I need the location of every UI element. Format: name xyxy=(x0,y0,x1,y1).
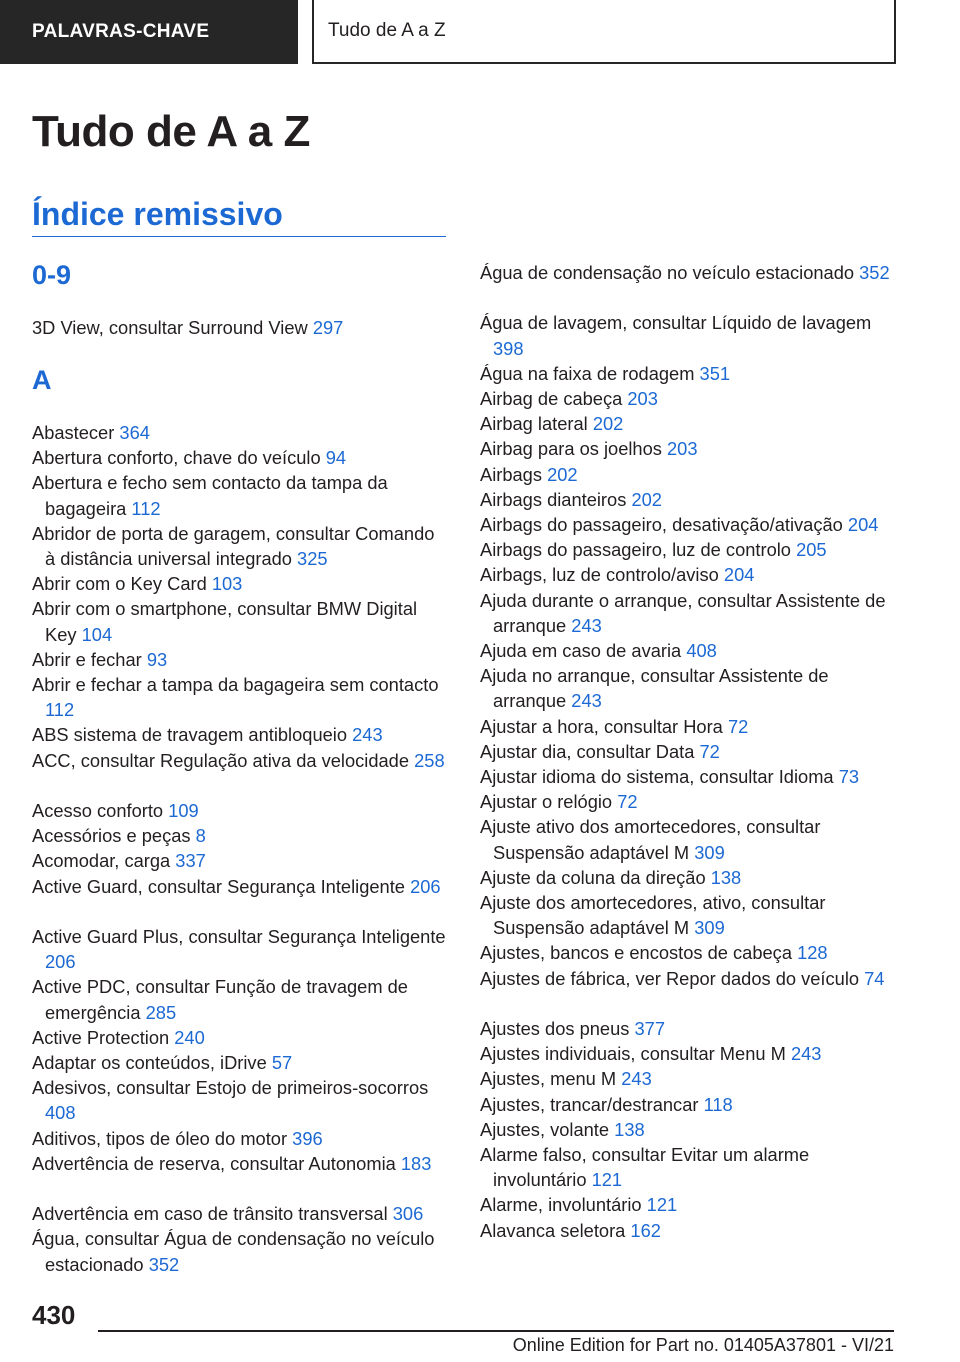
index-entry-text: Ajustes, bancos e encostos de cabeça xyxy=(480,942,792,964)
index-entry xyxy=(480,814,900,864)
index-entry xyxy=(480,386,900,411)
page-reference-link[interactable]: 206 xyxy=(45,951,76,973)
index-entry xyxy=(480,1192,900,1217)
page-reference-link[interactable]: 364 xyxy=(119,422,150,443)
index-entry xyxy=(480,1117,900,1142)
page-reference-link[interactable]: 121 xyxy=(646,1194,678,1216)
index-entry xyxy=(32,874,446,899)
index-entry xyxy=(32,521,446,571)
index-entry-text: Alarme falso, consultar Evitar um alarme involuntário xyxy=(480,1144,810,1191)
index-entry-text: Advertência de reserva, consultar Autonomia xyxy=(32,1152,396,1174)
page-reference-link[interactable]: 243 xyxy=(621,1068,652,1090)
index-entry xyxy=(480,562,900,587)
index-entry xyxy=(32,798,446,823)
index-entry xyxy=(32,1201,446,1226)
index-entry xyxy=(32,823,446,848)
index-entry xyxy=(480,1092,900,1117)
index-entry xyxy=(32,672,446,722)
index-entry-text: Active PDC, consultar Função de travagem de emergência xyxy=(32,976,408,1023)
page-reference-link[interactable]: 72 xyxy=(617,791,638,813)
index-entry-text: Ajustar idioma do sistema, consultar Idioma xyxy=(480,766,834,787)
index-entry xyxy=(480,310,900,360)
index-entry-text: Ajustes, volante xyxy=(480,1118,610,1140)
index-entry-text: Ajustar dia, consultar Data xyxy=(480,740,695,762)
page-reference-link[interactable]: 204 xyxy=(723,564,755,586)
index-entry-text: Acesso conforto xyxy=(32,800,164,821)
page-reference-link[interactable]: 240 xyxy=(174,1026,205,1048)
page-reference-link[interactable]: 202 xyxy=(592,413,624,435)
index-entry-text: Abrir com o Key Card xyxy=(32,573,207,595)
index-entry xyxy=(32,974,446,1024)
index-entry xyxy=(480,739,900,764)
keywords-tab-label: PALAVRAS-CHAVE xyxy=(32,21,210,42)
page-reference-link[interactable]: 73 xyxy=(838,766,860,787)
page-reference-link[interactable]: 118 xyxy=(703,1093,733,1115)
index-entry xyxy=(480,462,900,487)
keywords-tab[interactable] xyxy=(0,0,298,64)
footer-edition: Online Edition for Part no. 01405A37801 - VI/21 xyxy=(512,1335,894,1355)
index-entry xyxy=(32,470,446,520)
index-entry xyxy=(480,487,900,512)
index-entry-text: Ajuda no arranque, consultar Assistente de arranque xyxy=(480,665,829,712)
index-entry xyxy=(32,1025,446,1050)
page-reference-link[interactable]: 112 xyxy=(131,497,161,519)
index-entry-text: Abastecer xyxy=(32,422,115,443)
page-reference-link[interactable]: 202 xyxy=(547,463,578,485)
page-reference-link[interactable]: 243 xyxy=(352,724,383,746)
index-entry-text: Active Guard, consultar Segurança Inteligente xyxy=(32,875,405,897)
index-entry-text: Abertura e fecho sem contacto da tampa da bagageira xyxy=(32,472,388,519)
index-entry-text: Active Protection xyxy=(32,1026,170,1048)
index-entry-text: Ajustes, menu M xyxy=(480,1068,617,1090)
index-entry-text: ACC, consultar Regulação ativa da velocidade xyxy=(32,749,410,771)
index-entry-text: Alarme, involuntário xyxy=(480,1194,642,1216)
page-reference-link[interactable]: 398 xyxy=(493,337,524,359)
page-reference-link[interactable]: 377 xyxy=(634,1018,666,1039)
index-entry-text: Airbags, luz de controlo/aviso xyxy=(480,564,719,586)
page-reference-link[interactable]: 243 xyxy=(790,1043,822,1065)
page-reference-link[interactable]: 396 xyxy=(292,1127,323,1149)
index-entry-text: Airbag lateral xyxy=(480,413,588,435)
page-reference-link[interactable]: 138 xyxy=(614,1118,645,1140)
index-entry-text: Ajuste da coluna da direção xyxy=(480,866,706,888)
index-entry xyxy=(480,1218,900,1243)
page-title: Tudo de A a Z xyxy=(32,107,310,156)
index-entry-text: Airbag para os joelhos xyxy=(480,438,662,460)
index-entry xyxy=(480,638,900,663)
page-reference-link[interactable]: 121 xyxy=(591,1169,623,1191)
index-entry xyxy=(480,411,900,436)
index-entry xyxy=(480,789,900,814)
page-reference-link[interactable]: 309 xyxy=(694,841,725,863)
index-entry xyxy=(480,714,900,739)
page-reference-link[interactable]: 138 xyxy=(710,866,742,888)
index-entry-text: Água de condensação no veículo estacionado xyxy=(480,262,855,283)
index-entry-text: Advertência em caso de trânsito transversal xyxy=(32,1203,388,1225)
index-entry-text: Airbags dianteiros xyxy=(480,488,627,510)
index-entry-text: Airbags do passageiro, luz de controlo xyxy=(480,539,791,561)
index-entry-text: Aditivos, tipos de óleo do motor xyxy=(32,1127,288,1149)
index-entry xyxy=(32,1126,446,1151)
index-entry xyxy=(480,865,900,890)
index-entry-text: Abertura conforto, chave do veículo xyxy=(32,447,321,469)
index-entry xyxy=(480,512,900,537)
header-bar xyxy=(0,0,960,66)
index-entry xyxy=(32,924,446,974)
index-entry-text: ABS sistema de travagem antibloqueio xyxy=(32,724,348,746)
page-reference-link[interactable]: 408 xyxy=(686,640,717,661)
index-entry-text: Abrir e fechar a tampa da bagageira sem contacto xyxy=(32,674,439,695)
index-entry xyxy=(32,1050,446,1075)
index-entry-text: Ajuda durante o arranque, consultar Assistente de arranque xyxy=(480,589,886,636)
index-entry-text: Airbag de cabeça xyxy=(480,388,623,409)
index-entry xyxy=(32,445,446,470)
index-entry xyxy=(32,420,446,445)
page-reference-link[interactable]: 72 xyxy=(699,740,720,762)
index-entry-text: Acomodar, carga xyxy=(32,850,171,872)
index-entry xyxy=(480,1142,900,1192)
index-entry-text: Adesivos, consultar Estojo de primeiros-socorros xyxy=(32,1077,429,1099)
page-reference-link[interactable]: 243 xyxy=(571,614,602,636)
index-entry xyxy=(32,722,446,747)
index-entry-text: Ajustes de fábrica, ver Repor dados do veículo xyxy=(480,967,860,989)
page-reference-link[interactable]: 309 xyxy=(694,917,725,939)
index-entry-text: Ajuste ativo dos amortecedores, consultar Suspensão adaptável M xyxy=(480,816,821,863)
page-reference-link[interactable]: 325 xyxy=(297,548,328,569)
page-reference-link[interactable]: 351 xyxy=(699,362,731,384)
page-reference-link[interactable]: 183 xyxy=(400,1152,432,1174)
page-reference-link[interactable]: 109 xyxy=(168,800,199,821)
page-reference-link[interactable]: 112 xyxy=(45,699,75,721)
index-entry-text: Ajustar o relógio xyxy=(480,791,613,813)
page-number: 430 xyxy=(32,1300,76,1330)
page-reference-link[interactable]: 8 xyxy=(195,825,206,847)
index-subtitle: Índice remissivo xyxy=(32,192,446,237)
index-entry-text: Alavanca seletora xyxy=(480,1219,626,1241)
index-entry xyxy=(480,588,900,638)
page-reference-link[interactable]: 243 xyxy=(571,690,602,712)
index-entry xyxy=(480,361,900,386)
index-entry xyxy=(32,1226,446,1276)
index-entry xyxy=(32,647,446,672)
index-entry xyxy=(32,1075,446,1125)
page-reference-link[interactable]: 205 xyxy=(796,539,827,561)
page-reference-link[interactable]: 74 xyxy=(864,967,885,989)
index-entry xyxy=(32,315,446,340)
index-entry-text: Ajustes individuais, consultar Menu M xyxy=(480,1043,786,1065)
index-entry-text: Airbags do passageiro, desativação/ativação xyxy=(480,514,843,535)
page-reference-link[interactable]: 206 xyxy=(410,875,441,897)
page-reference-link[interactable]: 72 xyxy=(727,715,749,737)
section-tab-label: Tudo de A a Z xyxy=(328,20,446,41)
index-entry xyxy=(480,966,900,991)
index-entry-text: Ajuda em caso de avaria xyxy=(480,640,682,661)
index-entry xyxy=(480,1041,900,1066)
index-entry-text: Água de lavagem, consultar Líquido de lavagem xyxy=(480,312,872,334)
index-entry xyxy=(480,537,900,562)
page-reference-link[interactable]: 93 xyxy=(146,648,168,670)
page-reference-link[interactable]: 103 xyxy=(211,573,243,595)
index-entry xyxy=(480,436,900,461)
index-entry xyxy=(480,940,900,965)
page-reference-link[interactable]: 57 xyxy=(271,1052,293,1073)
page-reference-link[interactable]: 104 xyxy=(81,623,113,645)
index-entry xyxy=(480,663,900,713)
index-entry xyxy=(32,1151,446,1176)
index-entry-text: Água na faixa de rodagem xyxy=(480,362,695,384)
index-entry-text: Abrir e fechar xyxy=(32,648,142,670)
index-entry-text: Airbags xyxy=(480,463,542,485)
index-entry xyxy=(480,764,900,789)
page-reference-link[interactable]: 128 xyxy=(797,942,828,964)
letter-heading-a: A xyxy=(32,365,52,395)
index-entry-text: Abridor de porta de garagem, consultar Comando à distância universal integrado xyxy=(32,522,435,569)
page-reference-link[interactable]: 203 xyxy=(667,438,698,460)
index-entry xyxy=(32,596,446,646)
index-entry xyxy=(480,1066,900,1091)
page-reference-link[interactable]: 162 xyxy=(630,1219,661,1241)
page-reference-link[interactable]: 352 xyxy=(148,1253,180,1275)
page-reference-link[interactable]: 352 xyxy=(859,262,890,283)
index-entry-text: Ajustar a hora, consultar Hora xyxy=(480,715,723,737)
index-entry-text: Água, consultar Água de condensação no veículo estacionado xyxy=(32,1228,435,1275)
index-entry-text: Ajuste dos amortecedores, ativo, consultar Suspensão adaptável M xyxy=(480,892,826,939)
index-entry-text: Abrir com o smartphone, consultar BMW Digital Key xyxy=(32,598,418,645)
index-entry-text: Ajustes dos pneus xyxy=(480,1018,630,1039)
index-entry xyxy=(480,1016,900,1041)
index-entry-text: 3D View, consultar Surround View xyxy=(32,317,308,338)
index-entry xyxy=(480,260,900,285)
page-reference-link[interactable]: 203 xyxy=(627,388,658,409)
index-entry xyxy=(480,890,900,940)
section-tab[interactable] xyxy=(312,0,896,64)
index-entry-text: Adaptar os conteúdos, iDrive xyxy=(32,1052,267,1073)
page-reference-link[interactable]: 204 xyxy=(847,514,879,535)
index-entry-text: Active Guard Plus, consultar Segurança Inteligente xyxy=(32,926,446,947)
index-entry xyxy=(32,848,446,873)
page-reference-link[interactable]: 337 xyxy=(175,850,206,872)
index-entry xyxy=(32,748,446,773)
index-entry xyxy=(32,571,446,596)
page-reference-link[interactable]: 258 xyxy=(414,749,445,771)
page-reference-link[interactable]: 94 xyxy=(325,447,347,469)
page-reference-link[interactable]: 297 xyxy=(312,317,344,338)
index-entry-text: Acessórios e peças xyxy=(32,825,191,847)
page-reference-link[interactable]: 306 xyxy=(392,1203,424,1225)
letter-heading-0-9: 0-9 xyxy=(32,260,72,290)
index-entry-text: Ajustes, trancar/destrancar xyxy=(480,1093,699,1115)
page-reference-link[interactable]: 408 xyxy=(45,1102,76,1124)
page-reference-link[interactable]: 285 xyxy=(145,1001,177,1023)
page-reference-link[interactable]: 202 xyxy=(631,488,662,510)
